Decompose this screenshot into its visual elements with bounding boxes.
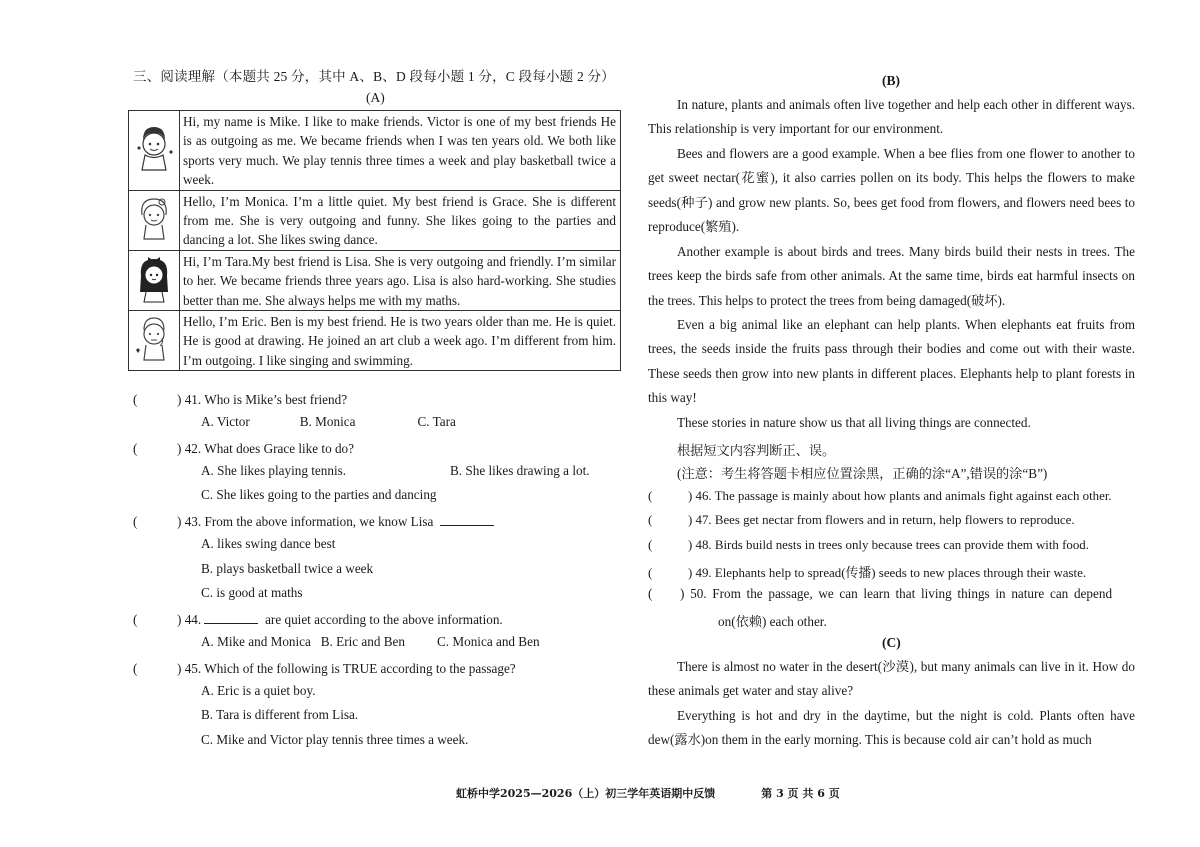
option-row: A. Mike and Monica B. Eric and Ben C. Monica and Ben — [201, 634, 540, 649]
question-42: ( ) 42. What does Grace like to do? — [133, 441, 355, 456]
passage-c-paragraph: Everything is hot and dry in the daytime, but the night is cold. Plants often have dew(露水)on them in the early morning. This is because cold air can’t hold as much — [648, 708, 1135, 748]
girl-avatar-icon — [129, 190, 180, 250]
boy-thinking-avatar-icon — [129, 311, 180, 371]
passage-b-paragraph: Even a big animal like an elephant can help plants. When elephants eat fruits from trees, the seeds inside the fruits pass through their bodies and come out with their waste. These seeds then grow into new plants in different places. Elephants help to plant forests in this way! — [648, 317, 1135, 406]
option-c: C. is good at maths — [201, 585, 303, 600]
exam-title: 虹桥中学2025—2026（上）初三学年英语期中反馈 — [456, 787, 716, 800]
row-text: Hi, my name is Mike. I like to make friends. Victor is one of my best friends He is as outgoing as me. We became friends when I was ten years old. We both like sports very much. We play tennis three times a week and play basketball twice a week. — [180, 111, 621, 191]
passage-b-paragraph: In nature, plants and animals often live together and help each other in different ways. This relationship is very important for our environment. — [648, 97, 1135, 137]
section-header: 三、阅读理解（本题共 25 分，其中 A、B、D 段每小题 1 分，C 段每小题 2 分） — [133, 69, 615, 84]
option-c: C. Mike and Victor play tennis three times a week. — [201, 732, 469, 747]
option-a: A. Eric is a quiet boy. — [201, 683, 316, 698]
girl-bow-avatar-icon — [129, 250, 180, 310]
passage-b-paragraph: Another example is about birds and trees. Many birds build their nests in trees. The trees keep the birds safe from other animals. At the same time, birds eat harmful insects on the trees. This helps to protect the trees from being damaged(破坏). — [648, 244, 1135, 308]
question-41: ( ) 41. Who is Mike’s best friend? — [133, 392, 348, 407]
friends-table — [128, 110, 621, 371]
statement-46: ( ) 46. The passage is mainly about how plants and animals fight against each other. — [648, 489, 1112, 503]
option-row: A. Victor B. Monica C. Tara — [201, 414, 456, 429]
row-text: Hello, I’m Monica. I’m a little quiet. My best friend is Grace. She is different from me. She is very outgoing and funny. She likes going to the parties and dancing a lot. She likes swing dance. — [180, 190, 621, 250]
table-row — [129, 111, 621, 191]
statement-47: ( ) 47. Bees get nectar from flowers and in return, help flowers to reproduce. — [648, 513, 1075, 527]
passage-c-paragraph: There is almost no water in the desert(沙漠), but many animals can live in it. How do these animals get water and stay alive? — [648, 659, 1135, 699]
table-row — [129, 311, 621, 371]
statement-49: ( ) 49. Elephants help to spread(传播) seeds to new places through their waste. — [648, 566, 1087, 580]
passage-b-label: (B) — [882, 73, 900, 88]
answer-blank — [440, 524, 494, 526]
option-a: A. likes swing dance best — [201, 536, 336, 551]
option-a: A. She likes playing tennis. — [201, 463, 347, 478]
passage-a-label: (A) — [366, 90, 385, 105]
statement-50: ( ) 50. From the passage, we can learn that living things in nature can depend — [648, 586, 1113, 601]
question-45: ( ) 45. Which of the following is TRUE according to the passage? — [133, 661, 516, 676]
judge-note: (注意：考生将答题卡相应位置涂黑，正确的涂“A”,错误的涂“B”) — [677, 466, 1048, 481]
passage-c-label: (C) — [882, 635, 901, 650]
passage-b-paragraph: Bees and flowers are a good example. When a bee flies from one flower to another to get sweet nectar(花蜜), it also carries pollen on its body. This helps the flowers to make seeds(种子) and grow new plants. So, bees get food from flowers, and flowers need bees to reproduce(繁殖). — [648, 146, 1135, 235]
question-44: ( ) 44. are quiet according to the above information. — [133, 612, 503, 627]
statement-48: ( ) 48. Birds build nests in trees only because trees can provide them with food. — [648, 538, 1089, 552]
option-c: C. She likes going to the parties and dancing — [201, 487, 437, 502]
page-footer — [456, 785, 840, 801]
judge-instruction: 根据短文内容判断正、误。 — [677, 443, 836, 458]
statement-50-continuation: on(依赖) each other. — [718, 614, 827, 629]
table-row — [129, 190, 621, 250]
row-text: Hi, I’m Tara.My best friend is Lisa. She is very outgoing and friendly. I’m similar to her. We became friends three years ago. Lisa is also hard-working. She studies better than me. She always helps me with my maths. — [180, 250, 621, 310]
table-row — [129, 250, 621, 310]
option-b: B. She likes drawing a lot. — [450, 463, 590, 478]
question-43: ( ) 43. From the above information, we know Lisa — [133, 514, 494, 530]
page-number: 第 3 页 共 6 页 — [761, 787, 840, 800]
option-b: B. plays basketball twice a week — [201, 561, 374, 576]
passage-b-paragraph: These stories in nature show us that all living things are connected. — [677, 415, 1031, 430]
option-b: B. Tara is different from Lisa. — [201, 707, 359, 722]
answer-blank — [204, 622, 258, 624]
row-text: Hello, I’m Eric. Ben is my best friend. He is two years older than me. He is quiet. He is good at drawing. He joined an art club a week ago. I’m different from him. I’m outgoing. I like singing and swimming. — [180, 311, 621, 371]
boy-avatar-icon — [129, 111, 180, 191]
